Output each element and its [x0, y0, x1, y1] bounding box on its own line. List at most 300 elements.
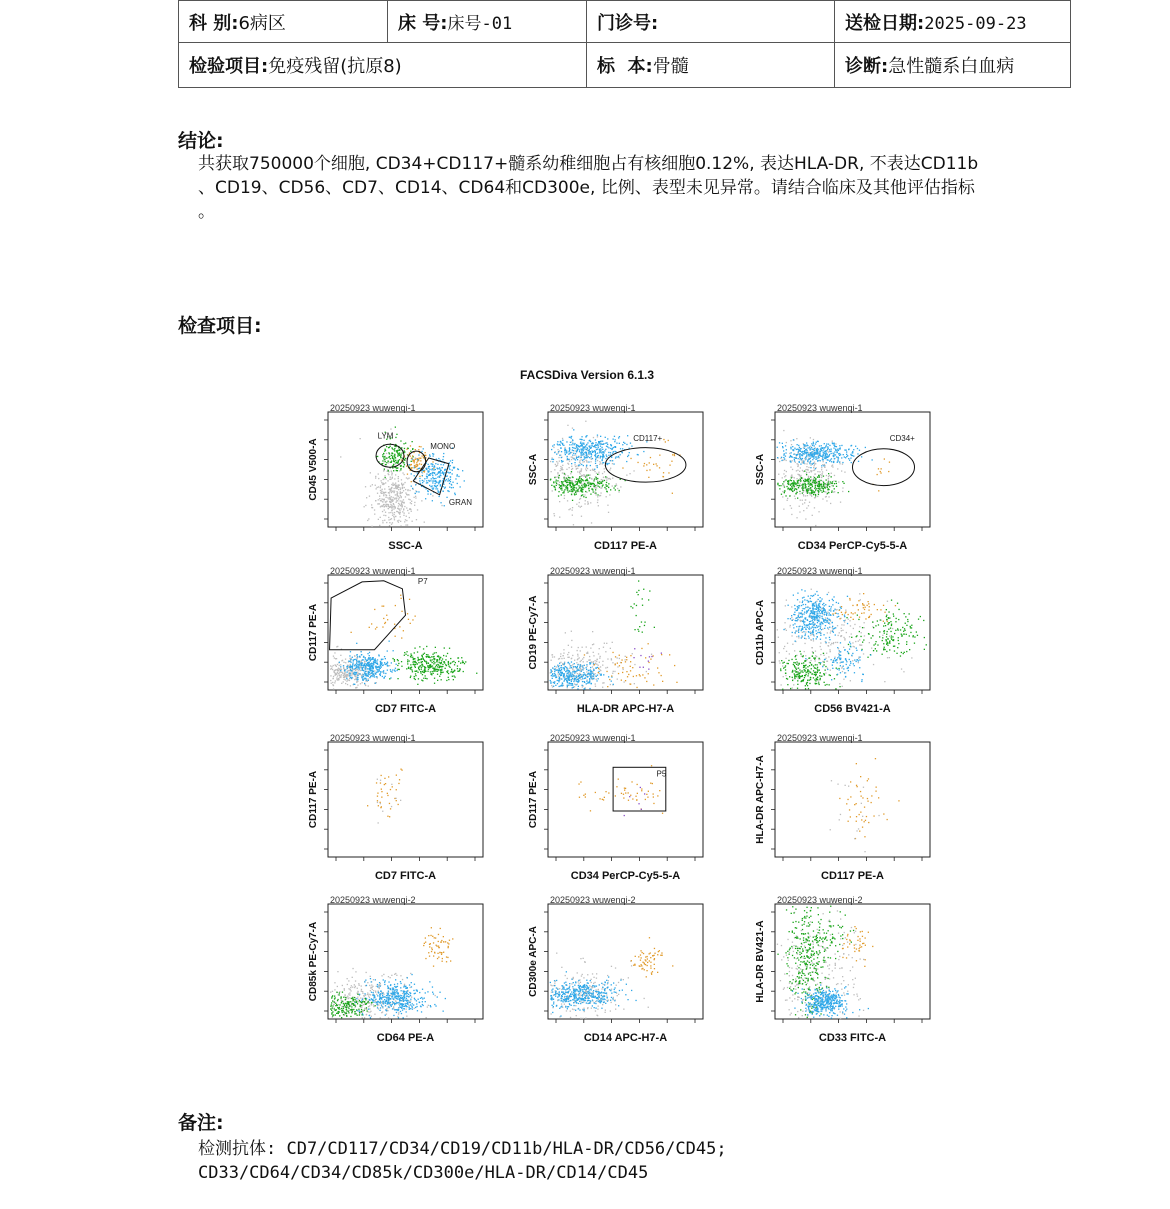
- data-point: [557, 669, 558, 670]
- data-point: [335, 680, 336, 681]
- data-point: [555, 489, 556, 490]
- data-point: [371, 666, 372, 667]
- data-point: [828, 619, 829, 620]
- data-point: [397, 470, 398, 471]
- data-point: [594, 484, 595, 485]
- data-point: [576, 662, 577, 663]
- data-point: [809, 615, 810, 616]
- data-point: [387, 504, 388, 505]
- data-point: [803, 620, 804, 621]
- data-point: [572, 683, 573, 684]
- data-point: [558, 451, 559, 452]
- data-point: [799, 483, 800, 484]
- data-point: [417, 464, 418, 465]
- data-point: [394, 512, 395, 513]
- data-point: [393, 506, 394, 507]
- data-point: [610, 684, 611, 685]
- data-point: [813, 629, 814, 630]
- data-point: [820, 456, 821, 457]
- data-point: [612, 485, 613, 486]
- data-point: [431, 473, 432, 474]
- data-point: [361, 665, 362, 666]
- data-point: [567, 479, 568, 480]
- data-point: [416, 491, 417, 492]
- data-point: [847, 455, 848, 456]
- data-point: [617, 663, 618, 664]
- data-point: [347, 674, 348, 675]
- data-point: [816, 453, 817, 454]
- data-point: [582, 460, 583, 461]
- data-point: [791, 606, 792, 607]
- data-point: [404, 521, 405, 522]
- data-point: [823, 461, 824, 462]
- data-point: [405, 519, 406, 520]
- data-point: [361, 667, 362, 668]
- conclusion-text: [198, 152, 1038, 224]
- data-point: [550, 681, 551, 682]
- data-point: [554, 666, 555, 667]
- data-point: [343, 679, 344, 680]
- data-point: [605, 667, 606, 668]
- data-point: [395, 605, 396, 606]
- data-point: [831, 476, 832, 477]
- data-point: [790, 440, 791, 441]
- data-point: [408, 667, 409, 668]
- data-point: [597, 457, 598, 458]
- data-point: [834, 446, 835, 447]
- data-point: [612, 478, 613, 479]
- data-point: [621, 680, 622, 681]
- data-point: [558, 673, 559, 674]
- data-point: [850, 445, 851, 446]
- data-point: [595, 463, 596, 464]
- data-point: [550, 669, 551, 670]
- data-point: [598, 665, 599, 666]
- data-point: [356, 662, 357, 663]
- data-point: [815, 497, 816, 498]
- data-point: [379, 667, 380, 668]
- data-point: [407, 655, 408, 656]
- data-point: [814, 606, 815, 607]
- data-point: [611, 457, 612, 458]
- data-point: [404, 474, 405, 475]
- data-point: [790, 485, 791, 486]
- data-point: [428, 669, 429, 670]
- data-point: [563, 673, 564, 674]
- data-point: [820, 460, 821, 461]
- data-point: [394, 446, 395, 447]
- data-point: [397, 456, 398, 457]
- data-point: [585, 500, 586, 501]
- data-point: [829, 637, 830, 638]
- data-point: [423, 470, 424, 471]
- data-point: [423, 481, 424, 482]
- data-point: [560, 445, 561, 446]
- data-point: [798, 605, 799, 606]
- data-point: [809, 458, 810, 459]
- data-point: [607, 444, 608, 445]
- data-point: [802, 470, 803, 471]
- data-point: [790, 448, 791, 449]
- data-point: [648, 662, 649, 663]
- data-point: [622, 448, 623, 449]
- data-point: [591, 478, 592, 479]
- data-point: [560, 672, 561, 673]
- data-point: [790, 480, 791, 481]
- data-point: [823, 486, 824, 487]
- data-point: [804, 590, 805, 591]
- data-point: [448, 661, 449, 662]
- data-point: [393, 485, 394, 486]
- data-point: [805, 479, 806, 480]
- data-point: [414, 467, 415, 468]
- data-point: [616, 483, 617, 484]
- data-point: [830, 610, 831, 611]
- data-point: [568, 674, 569, 675]
- data-point: [580, 487, 581, 488]
- data-point: [437, 474, 438, 475]
- data-point: [582, 494, 583, 495]
- data-point: [648, 673, 649, 674]
- data-point: [831, 490, 832, 491]
- data-point: [376, 676, 377, 677]
- data-point: [357, 675, 358, 676]
- data-point: [583, 657, 584, 658]
- data-point: [385, 464, 386, 465]
- data-point: [379, 525, 380, 526]
- data-point: [829, 610, 830, 611]
- department-cell: [179, 1, 388, 43]
- data-point: [803, 631, 804, 632]
- data-point: [433, 488, 434, 489]
- data-point: [445, 668, 446, 669]
- data-point: [617, 488, 618, 489]
- data-point: [783, 473, 784, 474]
- data-point: [558, 495, 559, 496]
- data-point: [374, 609, 375, 610]
- data-point: [575, 666, 576, 667]
- data-point: [576, 451, 577, 452]
- data-point: [391, 506, 392, 507]
- data-point: [889, 462, 890, 463]
- data-point: [388, 473, 389, 474]
- data-point: [811, 470, 812, 471]
- data-point: [602, 457, 603, 458]
- data-point: [833, 615, 834, 616]
- data-point: [426, 663, 427, 664]
- data-point: [653, 464, 654, 465]
- data-point: [642, 598, 643, 599]
- data-point: [388, 470, 389, 471]
- data-point: [824, 605, 825, 606]
- data-point: [419, 478, 420, 479]
- data-point: [599, 461, 600, 462]
- data-point: [842, 487, 843, 488]
- data-point: [384, 475, 385, 476]
- data-point: [820, 646, 821, 647]
- data-point: [788, 605, 789, 606]
- data-point: [583, 459, 584, 460]
- data-point: [356, 687, 357, 688]
- data-point: [430, 671, 431, 672]
- data-point: [838, 450, 839, 451]
- data-point: [386, 458, 387, 459]
- data-point: [608, 463, 609, 464]
- data-point: [565, 454, 566, 455]
- data-point: [410, 445, 411, 446]
- data-point: [559, 501, 560, 502]
- data-point: [422, 680, 423, 681]
- data-point: [565, 449, 566, 450]
- data-point: [452, 470, 453, 471]
- data-point: [412, 460, 413, 461]
- data-point: [808, 505, 809, 506]
- x-axis-label: CD34 PerCP-Cy5-5-A: [797, 540, 908, 552]
- data-point: [423, 457, 424, 458]
- data-point: [598, 447, 599, 448]
- data-point: [458, 661, 459, 662]
- data-point: [441, 679, 442, 680]
- data-point: [644, 677, 645, 678]
- data-point: [851, 462, 852, 463]
- data-point: [844, 616, 845, 617]
- data-point: [824, 467, 825, 468]
- data-point: [576, 667, 577, 668]
- data-point: [612, 652, 613, 653]
- data-point: [851, 633, 852, 634]
- data-point: [572, 668, 573, 669]
- data-point: [373, 674, 374, 675]
- data-point: [565, 487, 566, 488]
- data-point: [358, 670, 359, 671]
- data-point: [581, 445, 582, 446]
- data-point: [838, 616, 839, 617]
- data-point: [462, 660, 463, 661]
- data-point: [589, 660, 590, 661]
- data-point: [558, 675, 559, 676]
- data-point: [792, 488, 793, 489]
- data-point: [379, 669, 380, 670]
- data-point: [394, 450, 395, 451]
- data-point: [585, 497, 586, 498]
- data-point: [811, 610, 812, 611]
- data-point: [638, 580, 639, 581]
- data-point: [345, 683, 346, 684]
- data-point: [823, 489, 824, 490]
- data-point: [600, 666, 601, 667]
- data-point: [357, 656, 358, 657]
- data-point: [799, 626, 800, 627]
- data-point: [330, 669, 331, 670]
- data-point: [858, 641, 859, 642]
- data-point: [580, 443, 581, 444]
- data-point: [585, 468, 586, 469]
- data-point: [438, 471, 439, 472]
- data-point: [576, 468, 577, 469]
- data-point: [600, 495, 601, 496]
- data-point: [369, 496, 370, 497]
- data-point: [850, 680, 851, 681]
- data-point: [403, 443, 404, 444]
- data-point: [572, 500, 573, 501]
- data-point: [809, 629, 810, 630]
- data-point: [406, 466, 407, 467]
- data-point: [599, 658, 600, 659]
- data-point: [432, 662, 433, 663]
- data-point: [552, 457, 553, 458]
- data-point: [826, 462, 827, 463]
- data-point: [796, 655, 797, 656]
- data-point: [835, 450, 836, 451]
- data-point: [415, 616, 416, 617]
- data-point: [800, 451, 801, 452]
- data-point: [619, 490, 620, 491]
- data-point: [560, 667, 561, 668]
- data-point: [587, 673, 588, 674]
- data-point: [814, 474, 815, 475]
- data-point: [814, 445, 815, 446]
- data-point: [567, 685, 568, 686]
- data-point: [793, 624, 794, 625]
- data-point: [425, 455, 426, 456]
- data-point: [343, 675, 344, 676]
- data-point: [798, 445, 799, 446]
- data-point: [583, 450, 584, 451]
- data-point: [593, 670, 594, 671]
- data-point: [813, 611, 814, 612]
- data-point: [569, 663, 570, 664]
- data-point: [591, 456, 592, 457]
- data-point: [634, 683, 635, 684]
- data-point: [797, 483, 798, 484]
- data-point: [797, 454, 798, 455]
- data-point: [814, 452, 815, 453]
- data-point: [589, 457, 590, 458]
- data-point: [444, 505, 445, 506]
- data-point: [829, 606, 830, 607]
- data-point: [623, 669, 624, 670]
- data-point: [807, 607, 808, 608]
- data-point: [582, 658, 583, 659]
- data-point: [338, 668, 339, 669]
- data-point: [812, 464, 813, 465]
- data-point: [819, 617, 820, 618]
- data-point: [439, 659, 440, 660]
- data-point: [383, 492, 384, 493]
- plot-subtitle: 20250923 wuwenqi-1: [777, 566, 863, 576]
- data-point: [587, 652, 588, 653]
- data-point: [591, 683, 592, 684]
- data-point: [558, 680, 559, 681]
- data-point: [335, 673, 336, 674]
- data-point: [627, 676, 628, 677]
- data-point: [777, 457, 778, 458]
- data-point: [572, 439, 573, 440]
- data-point: [418, 667, 419, 668]
- data-point: [798, 487, 799, 488]
- data-point: [567, 686, 568, 687]
- data-point: [357, 658, 358, 659]
- data-point: [394, 517, 395, 518]
- data-point: [389, 453, 390, 454]
- data-point: [586, 679, 587, 680]
- data-point: [396, 462, 397, 463]
- data-point: [658, 672, 659, 673]
- data-point: [785, 445, 786, 446]
- data-point: [595, 451, 596, 452]
- data-point: [582, 479, 583, 480]
- data-point: [596, 473, 597, 474]
- data-point: [430, 475, 431, 476]
- data-point: [427, 671, 428, 672]
- data-point: [792, 632, 793, 633]
- dot-plot-svg: [268, 402, 493, 562]
- data-point: [646, 681, 647, 682]
- data-point: [584, 476, 585, 477]
- bed-label: 床 号:: [398, 12, 448, 34]
- data-point: [421, 658, 422, 659]
- data-point: [446, 680, 447, 681]
- gate-label: MONO: [430, 441, 456, 451]
- data-point: [817, 632, 818, 633]
- data-point: [385, 664, 386, 665]
- data-point: [582, 667, 583, 668]
- data-point: [827, 449, 828, 450]
- data-point: [453, 679, 454, 680]
- data-point: [798, 464, 799, 465]
- data-point: [377, 659, 378, 660]
- data-point: [568, 480, 569, 481]
- data-point: [432, 667, 433, 668]
- data-point: [810, 467, 811, 468]
- data-point: [659, 455, 660, 456]
- data-point: [804, 635, 805, 636]
- data-point: [582, 475, 583, 476]
- data-point: [782, 665, 783, 666]
- data-point: [577, 471, 578, 472]
- data-point: [583, 465, 584, 466]
- data-point: [802, 632, 803, 633]
- data-point: [557, 463, 558, 464]
- data-point: [809, 502, 810, 503]
- data-point: [785, 605, 786, 606]
- data-point: [577, 664, 578, 665]
- data-point: [812, 515, 813, 516]
- data-point: [811, 628, 812, 629]
- data-point: [801, 459, 802, 460]
- data-point: [830, 670, 831, 671]
- data-point: [593, 491, 594, 492]
- data-point: [589, 490, 590, 491]
- data-point: [398, 505, 399, 506]
- data-point: [831, 449, 832, 450]
- data-point: [560, 488, 561, 489]
- data-point: [841, 624, 842, 625]
- data-point: [822, 604, 823, 605]
- data-point: [797, 663, 798, 664]
- data-point: [344, 670, 345, 671]
- data-point: [572, 655, 573, 656]
- data-point: [333, 689, 334, 690]
- data-point: [433, 467, 434, 468]
- data-point: [586, 484, 587, 485]
- data-point: [570, 452, 571, 453]
- data-point: [596, 659, 597, 660]
- data-point: [437, 468, 438, 469]
- data-point: [572, 507, 573, 508]
- data-point: [346, 672, 347, 673]
- data-point: [368, 671, 369, 672]
